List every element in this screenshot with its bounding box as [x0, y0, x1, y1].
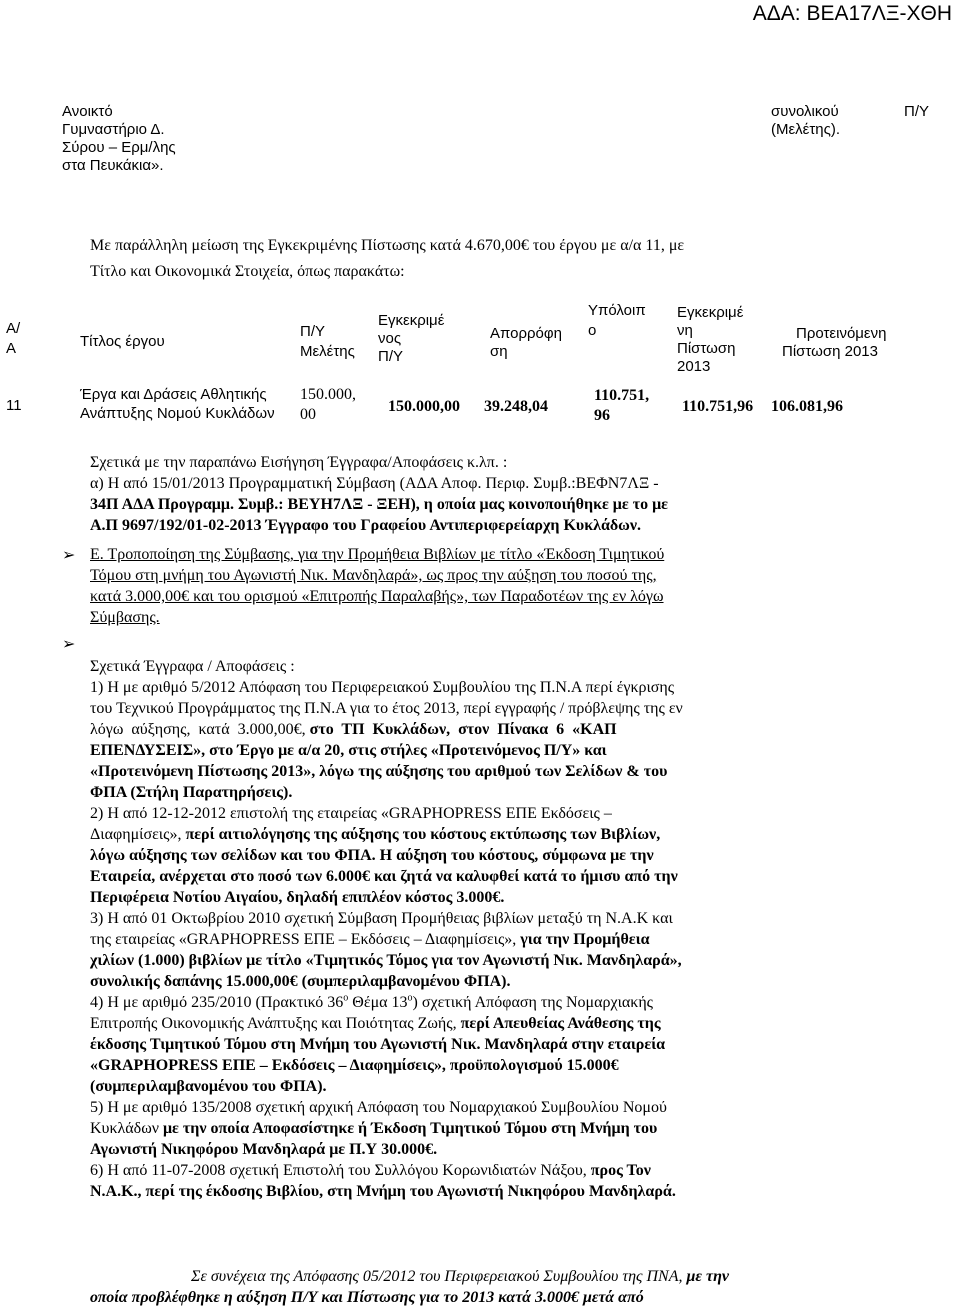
doc-5-text-bold: με την οποία Αποφασίστηκε ή Έκδοση Τιμητικού Τόμου στη Μνήμη του: [158, 1120, 658, 1137]
doc-6-line: Ν.Α.Κ., περί της έκδοσης Βιβλίου, στη Μνήμη του Αγωνιστή Νικηφόρου Μανδηλαρά.: [90, 1183, 676, 1200]
doc-1-line: ΕΠΕΝΔΥΣΕΙΣ», στο Έργο με α/α 20, στις στήλες «Προτεινόμενος Π/Υ» και: [90, 742, 607, 759]
intro-line: Με παράλληλη μείωση της Εγκεκριμένης Πίστωσης κατά 4.670,00€ του έργου με α/α 11, με: [90, 237, 685, 254]
col-header-approved-credit: νη: [677, 322, 693, 339]
col-header-py: Π/Υ: [300, 323, 326, 340]
cell-title: Ανάπτυξης Νομού Κυκλάδων: [80, 405, 275, 422]
doc-5-line: 5) Η με αριθμό 135/2008 σχετική αρχική Απόφαση του Νομαρχιακού Συμβουλίου Νομού: [90, 1099, 667, 1116]
doc-4-text: 4) Η με αριθμό 235/2010 (Πρακτικό 36: [90, 994, 344, 1011]
doc-1-line: του Τεχνικού Προγράμματος της Π.Ν.Α για το έτος 2013, περί εγγραφής / πρόβλεψης της εν: [90, 700, 683, 717]
item-e-line: κατά 3.000,00€ και του ορισμού «Επιτροπής Παραλαβής», των Παραδοτέων της εν λόγω: [90, 588, 664, 605]
cell-title: Έργα και Δράσεις Αθλητικής: [80, 386, 267, 403]
cell-py: 150.000,: [300, 386, 356, 403]
doc-4-text-bold: περί Απευθείας Ανάθεσης της: [456, 1015, 661, 1032]
doc-4-sup: ο: [407, 992, 413, 1004]
col-header-remaining: ο: [588, 322, 597, 339]
closing-paragraph: [90, 1266, 830, 1308]
cell-aa: 11: [6, 397, 22, 414]
doc-2-line: 2) Η από 12-12-2012 επιστολή της εταιρείας «GRAPHOPRESS ΕΠΕ Εκδόσεις –: [90, 805, 612, 822]
doc-5-line: [90, 1118, 830, 1139]
item-e-text: [90, 544, 830, 628]
doc-1-line: 1) Η με αριθμό 5/2012 Απόφαση του Περιφερειακού Συμβουλίου της Π.Ν.Α περί έγκρισης: [90, 679, 675, 696]
col-header-approved: νος: [378, 330, 402, 347]
item-e-line: Σύμβασης.: [90, 609, 160, 626]
closing-line: οποία προβλέφθηκε η αύξηση Π/Υ και Πίστωσης για το 2013 κατά 3.000€ μετά από: [90, 1289, 644, 1306]
col-header-remaining: Υπόλοιπ: [588, 302, 646, 319]
doc-3-text-bold: για την Προμήθεια: [516, 931, 650, 948]
doc-4-text: ) σχετική Απόφαση της Νομαρχιακής: [412, 994, 654, 1011]
cell-absorption: 39.248,04: [484, 398, 548, 415]
project-title-line: στα Πευκάκια».: [62, 157, 164, 174]
col-header-aa: Α/: [6, 320, 21, 337]
bullet-arrow-icon: ➢: [62, 547, 76, 564]
doc-1-line: ΦΠΑ (Στήλη Παρατηρήσεις).: [90, 784, 293, 801]
col-header-approved: Π/Υ: [378, 348, 404, 365]
doc-3-line: χιλίων (1.000) βιβλίων με τίτλο «Τιμητικός Τόμος για τον Αγωνιστή Νικ. Μανδηλαρά»,: [90, 952, 682, 969]
related-section: [90, 452, 830, 536]
related-item-a: Α.Π 9697/192/01-02-2013 Έγγραφο του Γραφείου Αντιπεριφερείαρχη Κυκλάδων.: [90, 517, 642, 534]
col-header-approved-credit: Πίστωση: [677, 340, 736, 357]
col-header-aa: Α: [6, 340, 17, 357]
bullet-arrow-icon: ➢: [62, 636, 76, 653]
col-header-approved-credit: 2013: [677, 358, 711, 375]
doc-2-text-bold: περί αιτιολόγησης της αύξησης του κόστους εκτύπωσης των Βιβλίων,: [181, 826, 661, 843]
doc-3-line: 3) Η από 01 Οκτωβρίου 2010 σχετική Σύμβαση Προμήθειας βιβλίων μεταξύ τη Ν.Α.Κ και: [90, 910, 673, 927]
doc-4-sup: ο: [343, 992, 349, 1004]
doc-2-line: [90, 824, 830, 845]
project-title-line: Σύρου – Ερμ/λης: [62, 139, 176, 156]
col-header-approved: Εγκεκριμέ: [378, 312, 445, 329]
intro-line: Τίτλο και Οικονομικά Στοιχεία, όπως παρακάτω:: [90, 263, 405, 280]
doc-4-line: «GRAPHOPRESS ΕΠΕ – Εκδόσεις – Διαφημίσεις», προϋπολογισμού 15.000€: [90, 1057, 619, 1074]
doc-2-text: Διαφημίσεις»,: [90, 826, 182, 843]
related-item-a: α) Η από 15/01/2013 Προγραμματική Σύμβαση (ΑΔΑ Αποφ. Περιφ. Συμβ.:ΒΕΦΝ7ΛΞ -: [90, 475, 659, 492]
cell-approved: 150.000,00: [388, 398, 460, 415]
col-header-py: Μελέτης: [300, 343, 355, 360]
closing-text-bold: με την: [682, 1268, 729, 1285]
doc-5-text: Κυκλάδων: [90, 1120, 159, 1137]
doc-5-line: Αγωνιστή Νικηφόρου Μανδηλαρά με Π.Υ 30.000€.: [90, 1141, 438, 1158]
cell-approved-credit: 110.751,96: [682, 398, 754, 415]
doc-4-line: (συμπεριλαμβανομένου του ΦΠΑ).: [90, 1078, 327, 1095]
doc-1-line: «Προτεινόμενη Πίστωσης 2013», λόγω της αύξησης του αριθμού των Σελίδων & του: [90, 763, 668, 780]
cell-remaining: 96: [594, 407, 610, 424]
doc-1-line: [90, 719, 830, 740]
doc-6-text: 6) Η από 11-07-2008 σχετική Επιστολή του Συλλόγου Κορωνιδιατών Νάξου,: [90, 1162, 587, 1179]
col-header-title: Τίτλος έργου: [80, 333, 165, 350]
doc-4-line: έκδοσης Τιμητικού Τόμου στη Μνήμη του Αγωνιστή Νικ. Μανδηλαρά στην εταιρεία: [90, 1036, 666, 1053]
col-header-absorption: ση: [490, 343, 508, 360]
doc-3-text: της εταιρείας «GRAPHOPRESS ΕΠΕ – Εκδόσεις – Διαφημίσεις»,: [90, 931, 517, 948]
col-header-approved-credit: Εγκεκριμέ: [677, 304, 744, 321]
project-title-line: Ανοικτό: [62, 103, 113, 120]
doc-2-line: λόγω αύξησης των σελίδων και του ΦΠΑ. Η αύξηση του κόστους, σύμφωνα με την: [90, 847, 654, 864]
item-e-line: Τόμου στη μνήμη του Αγωνιστή Νικ. Μανδηλαρά», ως προς την αύξηση του ποσού της,: [90, 567, 657, 584]
doc-4-line: [90, 992, 830, 1013]
budget-note-line: (Μελέτης).: [771, 121, 841, 138]
doc-2-line: Εταιρεία, ανέρχεται στο ποσό των 6.000€ και ζητά να καλυφθεί κατά το ήμισυ από την: [90, 868, 678, 885]
col-header-absorption: Απορρόφη: [490, 325, 562, 342]
project-title-line: Γυμναστήριο Δ.: [62, 121, 165, 138]
cell-proposed-credit: 106.081,96: [771, 398, 843, 415]
closing-text-italic: Σε συνέχεια της Απόφασης 05/2012 του Περιφερειακού Συμβουλίου της ΠΝΑ,: [191, 1268, 683, 1285]
col-header-proposed-credit: Πίστωση 2013: [782, 343, 878, 360]
cell-remaining: 110.751,: [594, 387, 650, 404]
doc-3-line: συνολικής δαπάνης 15.000,00€ (συμπεριλαμβανομένου ΦΠΑ).: [90, 973, 511, 990]
doc-3-line: [90, 929, 830, 950]
doc-4-text: Θέμα 13: [348, 994, 408, 1011]
related-heading: Σχετικά με την παραπάνω Εισήγηση Έγγραφα/Αποφάσεις κ.λπ. :: [90, 454, 508, 471]
budget-note-line: συνολικού: [771, 103, 839, 120]
documents-heading: Σχετικά Έγγραφα / Αποφάσεις :: [90, 658, 295, 675]
item-e-line: Ε. Τροποποίηση της Σύμβασης, για την Προμήθεια Βιβλίων με τίτλο «Έκδοση Τιμητικού: [90, 546, 665, 563]
doc-1-text: λόγω αύξησης, κατά 3.000,00€,: [90, 721, 306, 738]
documents-list: [90, 656, 830, 1202]
doc-6-line: [90, 1160, 830, 1181]
doc-2-line: Περιφέρεια Νοτίου Αιγαίου, δηλαδή επιπλέον κόστος 3.000€.: [90, 889, 505, 906]
doc-6-text-bold: προς Τον: [586, 1162, 651, 1179]
doc-1-text-bold: στο ΤΠ Κυκλάδων, στον Πίνακα 6 «ΚΑΠ: [309, 721, 617, 738]
doc-4-line: [90, 1013, 830, 1034]
cell-py: 00: [300, 406, 316, 423]
budget-label: Π/Υ: [904, 103, 930, 120]
related-item-a: 34Π ΑΔΑ Προγραμμ. Συμβ.: ΒΕΥΗ7ΛΞ - ΞΕΗ), η οποία μας κοινοποιήθηκε με το με: [90, 496, 668, 513]
closing-line: [90, 1266, 830, 1287]
doc-4-text: Επιτροπής Οικονομικής Ανάπτυξης και Ποιότητας Ζωής,: [90, 1015, 457, 1032]
document-id-header: ΑΔΑ: ΒΕΑ17ΛΞ-ΧΘΗ: [752, 2, 952, 25]
col-header-proposed-credit: Προτεινόμενη: [796, 325, 887, 342]
